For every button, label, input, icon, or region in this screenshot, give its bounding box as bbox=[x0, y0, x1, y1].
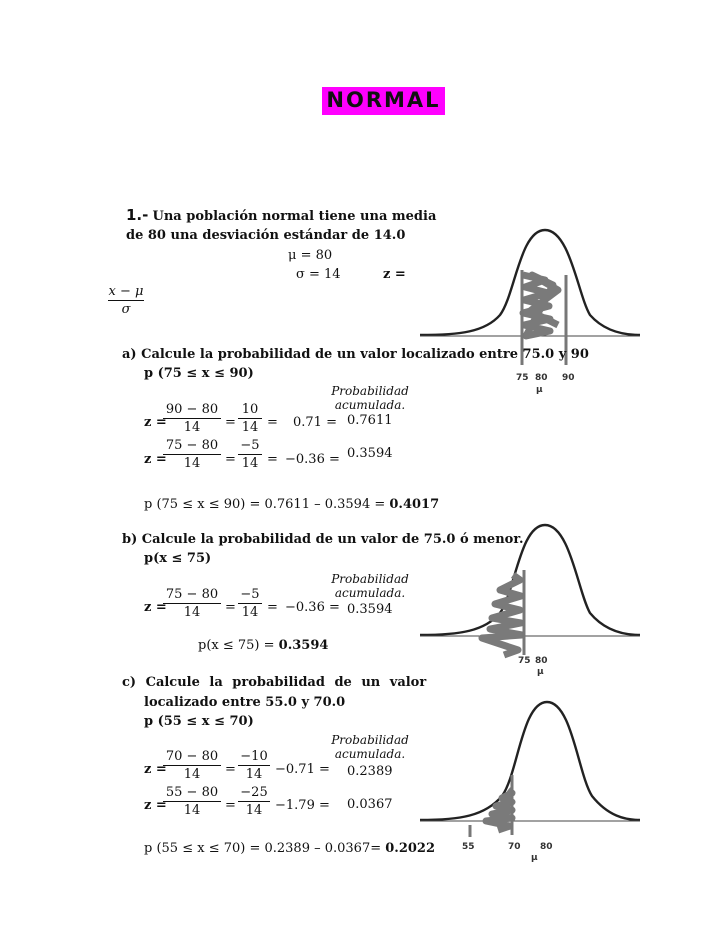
graph-b-mu: μ bbox=[537, 667, 544, 677]
part-a-result: p (75 ≤ x ≤ 90) = 0.7611 – 0.3594 = 0.4017 bbox=[144, 497, 440, 512]
part-c-question-2: localizado entre 55.0 y 70.0 bbox=[144, 695, 346, 710]
bell-curve-c bbox=[420, 702, 640, 820]
problem-line-1 bbox=[126, 206, 436, 224]
graph-c-label-80: 80 bbox=[540, 842, 553, 852]
part-c-result-value: 0.2022 bbox=[385, 841, 436, 856]
part-c-frac2b: −25 14 bbox=[238, 785, 270, 818]
z-formula-label: z = bbox=[383, 267, 406, 282]
part-c-z1-label: z = bbox=[144, 762, 167, 777]
part-a-subtitle: p (75 ≤ x ≤ 90) bbox=[144, 366, 254, 381]
part-b-result-value: 0.3594 bbox=[278, 638, 329, 653]
graph-b-label-80: 80 bbox=[535, 656, 548, 666]
part-a-p1: 0.7611 bbox=[347, 413, 393, 428]
graph-c-mu: μ bbox=[531, 853, 538, 863]
part-c-z2-label: z = bbox=[144, 798, 167, 813]
title-banner bbox=[322, 87, 445, 115]
part-b-z-label: z = bbox=[144, 600, 167, 615]
part-a-z2: −0.36 = bbox=[285, 452, 340, 467]
part-c-question-1: c) Calcule la probabilidad de un valor bbox=[122, 675, 427, 690]
part-a-p2: 0.3594 bbox=[347, 446, 393, 461]
part-a-frac2: 75 − 80 14 bbox=[163, 438, 221, 471]
part-c-z1: −0.71 = bbox=[275, 762, 330, 777]
part-c-frac1b: −10 14 bbox=[238, 749, 270, 782]
graph-a-label-75: 75 bbox=[516, 373, 529, 383]
part-c-frac1: 70 − 80 14 bbox=[163, 749, 221, 782]
part-b-eq-sign: = bbox=[225, 600, 236, 615]
part-a-result-value: 0.4017 bbox=[389, 497, 440, 512]
sigma-value: σ = 14 bbox=[296, 267, 341, 282]
graph-b-label-75: 75 bbox=[518, 656, 531, 666]
z-formula-numerator: x − μ bbox=[108, 284, 144, 299]
graph-a bbox=[420, 215, 640, 395]
mu-value: μ = 80 bbox=[288, 248, 333, 263]
part-c-frac2: 55 − 80 14 bbox=[163, 785, 221, 818]
z-formula bbox=[108, 284, 144, 317]
part-b-subtitle: p(x ≤ 75) bbox=[144, 551, 212, 566]
part-a-eq1-sign: = bbox=[225, 415, 236, 430]
part-b-frac2: −5 14 bbox=[238, 587, 262, 620]
graph-c-label-70: 70 bbox=[508, 842, 521, 852]
shaded-area-a bbox=[523, 275, 558, 336]
problem-text-1: Una población normal tiene una media bbox=[152, 209, 437, 224]
graph-c bbox=[420, 680, 640, 840]
problem-text-2: de 80 una desviación estándar de 14.0 bbox=[126, 228, 406, 243]
part-b-result: p(x ≤ 75) = 0.3594 bbox=[198, 638, 329, 653]
shaded-area-b bbox=[482, 575, 522, 655]
part-c-eq2-sign: = bbox=[225, 798, 236, 813]
part-a-question: a) Calcule la probabilidad de un valor localizado entre 75.0 y 90 bbox=[122, 347, 589, 362]
part-c-eq1-sign: = bbox=[225, 762, 236, 777]
part-b-z: −0.36 = bbox=[285, 600, 340, 615]
graph-c-label-55: 55 bbox=[462, 842, 475, 852]
part-c-subtitle: p (55 ≤ x ≤ 70) bbox=[144, 714, 254, 729]
part-b-frac: 75 − 80 14 bbox=[163, 587, 221, 620]
part-a-frac1: 90 − 80 14 bbox=[163, 402, 221, 435]
part-b-question: b) Calcule la probabilidad de un valor de 75.0 ó menor. bbox=[122, 532, 524, 547]
part-a-eq1-sign2: = bbox=[267, 415, 278, 430]
z-formula-denominator: σ bbox=[121, 302, 131, 317]
part-a-eq2-sign: = bbox=[225, 452, 236, 467]
part-c-result: p (55 ≤ x ≤ 70) = 0.2389 – 0.0367= 0.2022 bbox=[144, 841, 436, 856]
graph-a-label-90: 90 bbox=[562, 373, 575, 383]
part-c-p2: 0.0367 bbox=[347, 797, 393, 812]
part-c-p1: 0.2389 bbox=[347, 764, 393, 779]
graph-a-mu: μ bbox=[536, 385, 543, 395]
page-title: NORMAL bbox=[326, 88, 441, 112]
part-c-prob-label: Probabilidad acumulada. bbox=[331, 733, 409, 761]
part-c-z2: −1.79 = bbox=[275, 798, 330, 813]
part-b-prob-label: Probabilidad acumulada. bbox=[331, 572, 409, 600]
part-a-frac2b: −5 14 bbox=[238, 438, 262, 471]
part-a-z2-label: z = bbox=[144, 452, 167, 467]
part-a-z1: 0.71 = bbox=[293, 415, 337, 430]
part-a-frac1b: 10 14 bbox=[238, 402, 262, 435]
part-a-prob-label: Probabilidad acumulada. bbox=[331, 384, 409, 412]
part-b-eq-sign2: = bbox=[267, 600, 278, 615]
graph-a-label-80: 80 bbox=[535, 373, 548, 383]
part-a-eq2-sign2: = bbox=[267, 452, 278, 467]
shaded-area-c bbox=[486, 790, 512, 830]
part-b-p: 0.3594 bbox=[347, 602, 393, 617]
part-a-z1-label: z = bbox=[144, 415, 167, 430]
problem-number: 1.- bbox=[126, 206, 149, 224]
